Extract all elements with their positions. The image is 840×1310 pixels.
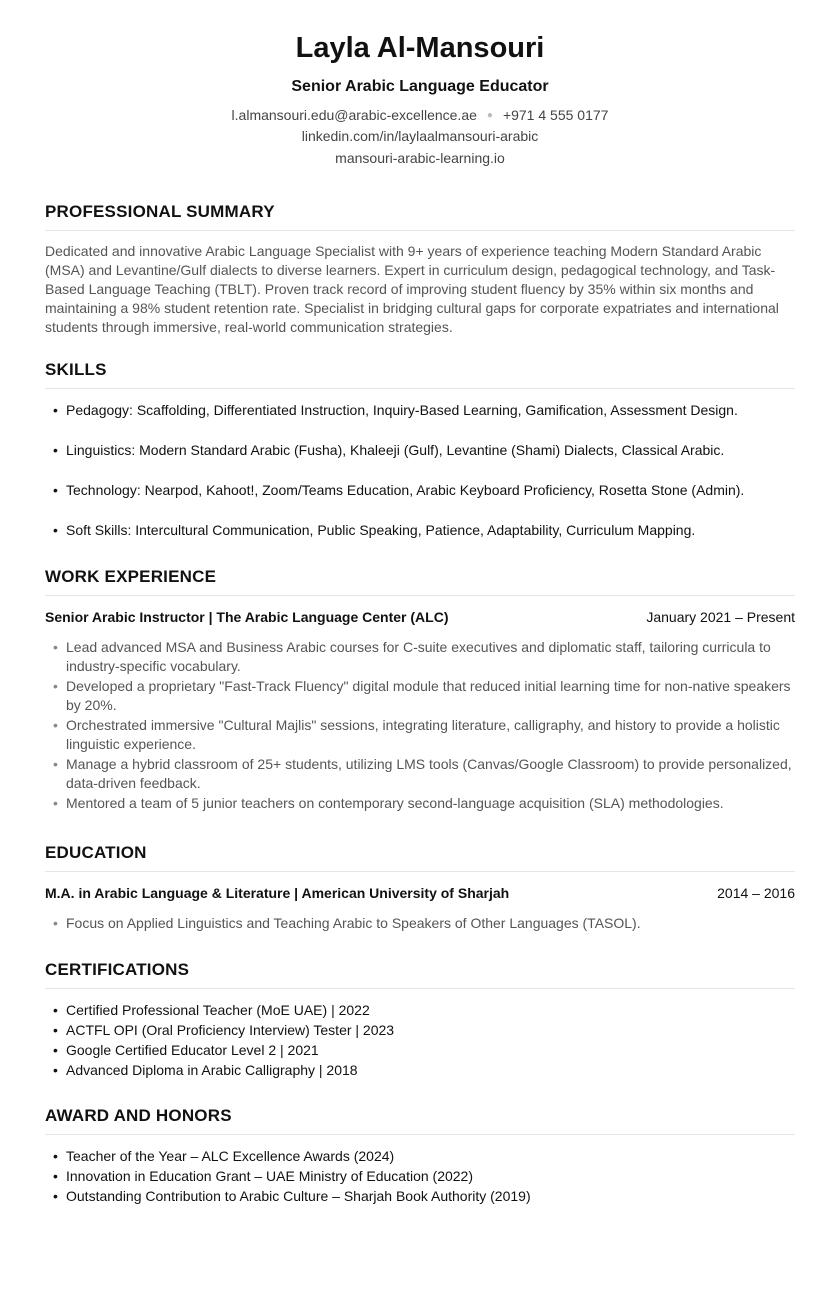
section-heading: CERTIFICATIONS xyxy=(45,960,190,979)
separator-dot-icon: ● xyxy=(486,110,493,122)
section-divider xyxy=(45,388,795,389)
section-heading: WORK EXPERIENCE xyxy=(45,567,217,586)
section-divider xyxy=(45,871,795,872)
certifications-section xyxy=(45,959,795,1080)
experience-bullet: • Developed a proprietary "Fast-Track Fluency" digital module that reduced initial learning time for non-native speakers by 20%. xyxy=(45,677,795,715)
education-date: 2014 – 2016 xyxy=(717,885,795,901)
degree-title: M.A. in Arabic Language & Literature | American University of Sharjah xyxy=(45,885,510,901)
certifications-list xyxy=(45,1001,795,1080)
candidate-title: Senior Arabic Language Educator xyxy=(291,78,549,95)
email-link[interactable]: l.almansouri.edu@arabic-excellence.ae xyxy=(231,107,477,123)
job-date: January 2021 – Present xyxy=(646,609,795,625)
experience-bullet: • Orchestrated immersive "Cultural Majlis" sessions, integrating literature, calligraphy, and history to provide a holistic linguistic experience. xyxy=(45,716,795,754)
experience-entry-header xyxy=(45,608,795,626)
education-section xyxy=(45,842,795,933)
experience-section xyxy=(45,566,795,813)
section-heading: AWARD AND HONORS xyxy=(45,1106,232,1125)
experience-bullet: • Manage a hybrid classroom of 25+ students, utilizing LMS tools (Canvas/Google Classroom) to provide personalized, data-driven feedback. xyxy=(45,755,795,793)
skill-item: • Soft Skills: Intercultural Communication, Public Speaking, Patience, Adaptability, Curriculum Mapping. xyxy=(45,521,795,540)
award-item: • Teacher of the Year – ALC Excellence Awards (2024) xyxy=(45,1147,795,1166)
website-link[interactable]: mansouri-arabic-learning.io xyxy=(335,150,505,166)
candidate-name: Layla Al-Mansouri xyxy=(295,32,545,64)
section-heading: SKILLS xyxy=(45,360,107,379)
skills-section xyxy=(45,359,795,540)
section-heading: EDUCATION xyxy=(45,843,147,862)
summary-text: Dedicated and innovative Arabic Language Specialist with 9+ years of experience teaching Modern Standard Arabic (MSA) and Levantine/Gulf dialects to diverse learners. Expert in curriculum design, pedagogical technology, and Task-Based Language Teaching (TBLT). Proven track record of improving student fluency by 35% within six months and maintaining a 98% student retention rate. Specialist in bridging cultural gaps for corporate expatriates and international students through immersive, real-world communication strategies. xyxy=(45,243,779,335)
skills-list xyxy=(45,401,795,540)
certification-item: • ACTFL OPI (Oral Proficiency Interview) Tester | 2023 xyxy=(45,1021,795,1040)
section-divider xyxy=(45,1134,795,1135)
section-divider xyxy=(45,595,795,596)
skill-item: • Linguistics: Modern Standard Arabic (Fusha), Khaleeji (Gulf), Levantine (Shami) Dialects, Classical Arabic. xyxy=(45,441,795,460)
experience-bullet: • Lead advanced MSA and Business Arabic courses for C-suite executives and diplomatic staff, tailoring curricula to industry-specific vocabulary. xyxy=(45,638,795,676)
award-item: • Outstanding Contribution to Arabic Culture – Sharjah Book Authority (2019) xyxy=(45,1187,795,1206)
awards-list xyxy=(45,1147,795,1206)
education-bullets xyxy=(45,914,795,933)
phone-number[interactable]: +971 4 555 0177 xyxy=(502,107,609,123)
job-role: Senior Arabic Instructor | The Arabic Language Center (ALC) xyxy=(45,609,449,625)
experience-bullets xyxy=(45,638,795,813)
contact-line-primary xyxy=(45,106,795,125)
skill-item: • Pedagogy: Scaffolding, Differentiated Instruction, Inquiry-Based Learning, Gamification, Assessment Design. xyxy=(45,401,795,420)
section-heading: PROFESSIONAL SUMMARY xyxy=(45,202,275,221)
experience-bullet: • Mentored a team of 5 junior teachers on contemporary second-language acquisition (SLA) methodologies. xyxy=(45,794,795,813)
skill-item: • Technology: Nearpod, Kahoot!, Zoom/Teams Education, Arabic Keyboard Proficiency, Rosetta Stone (Admin). xyxy=(45,481,795,500)
certification-item: • Certified Professional Teacher (MoE UAE) | 2022 xyxy=(45,1001,795,1020)
awards-section xyxy=(45,1105,795,1206)
section-divider xyxy=(45,988,795,989)
section-divider xyxy=(45,230,795,231)
linkedin-link[interactable]: linkedin.com/in/laylaalmansouri-arabic xyxy=(301,128,539,144)
summary-section xyxy=(45,201,795,337)
certification-item: • Google Certified Educator Level 2 | 2021 xyxy=(45,1041,795,1060)
education-bullet: • Focus on Applied Linguistics and Teaching Arabic to Speakers of Other Languages (TASOL). xyxy=(45,914,795,933)
award-item: • Innovation in Education Grant – UAE Ministry of Education (2022) xyxy=(45,1167,795,1186)
certification-item: • Advanced Diploma in Arabic Calligraphy | 2018 xyxy=(45,1061,795,1080)
education-entry-header xyxy=(45,884,795,902)
